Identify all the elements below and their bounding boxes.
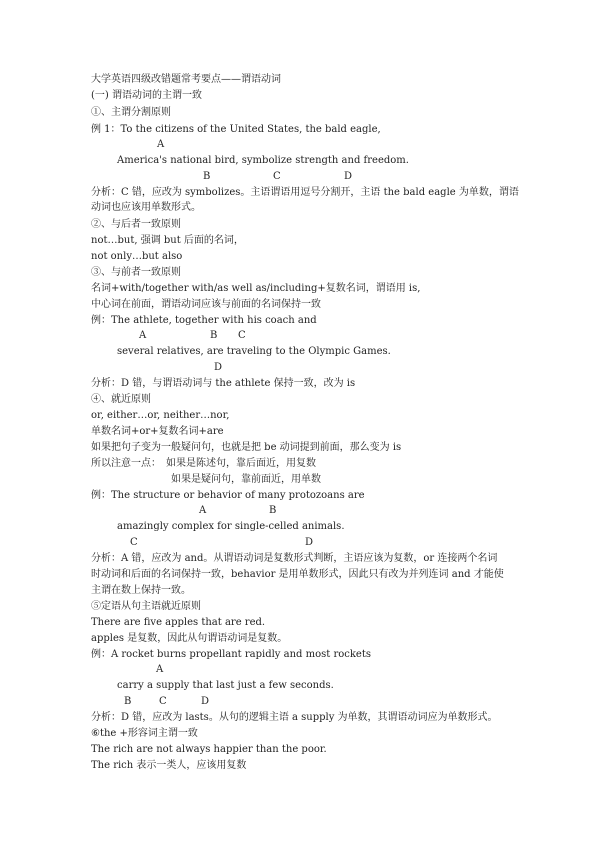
option-marker: C bbox=[238, 330, 246, 341]
body-text: or, either…or, neither…nor, bbox=[91, 410, 230, 421]
example-line: 例：The athlete, together with his coach and bbox=[91, 315, 317, 326]
option-marker: B bbox=[269, 505, 277, 516]
analysis-text: 分析：C 错，应改为 symbolizes。主语谓语用逗号分割开，主语 the bald eagle 为单数，谓语 bbox=[91, 187, 519, 198]
option-marker: D bbox=[201, 696, 210, 707]
rule-heading: ②、与后者一致原则 bbox=[91, 219, 181, 230]
body-text: 如果是疑问句，靠前面近，用单数 bbox=[171, 474, 321, 485]
rule-heading: ③、与前者一致原则 bbox=[91, 267, 181, 278]
option-marker: D bbox=[305, 537, 314, 548]
option-marker: B bbox=[124, 696, 132, 707]
body-text: There are five apples that are red. bbox=[91, 617, 266, 628]
body-text: 名词+with/together with/as well as/including+复数名词，谓语用 is, bbox=[91, 283, 421, 294]
analysis-text: 时动词和后面的名词保持一致，behavior 是用单数形式，因此只有改为并列连词 and 才能使 bbox=[91, 569, 504, 580]
rule-heading: ④、就近原则 bbox=[91, 394, 151, 405]
option-marker: C bbox=[130, 537, 138, 548]
rule-heading: ⑥the +形容词主谓一致 bbox=[91, 728, 198, 739]
option-marker: C bbox=[273, 171, 281, 182]
section-heading: (一) 谓语动词的主谓一致 bbox=[91, 90, 202, 101]
analysis-text: 分析：D 错，应改为 lasts。从句的逻辑主语 a supply 为单数，其谓语动词应为单数形式。 bbox=[91, 712, 498, 723]
option-marker: A bbox=[157, 139, 165, 150]
option-marker: A bbox=[139, 330, 147, 341]
analysis-text: 动词也应该用单数形式。 bbox=[91, 202, 201, 213]
analysis-text: 主谓在数上保持一致。 bbox=[91, 585, 191, 596]
body-text: not…but, 强调 but 后面的名词， bbox=[91, 235, 244, 246]
example-line: 例：A rocket burns propellant rapidly and most rockets bbox=[91, 649, 371, 660]
option-marker: D bbox=[214, 362, 223, 373]
body-text: The rich are not always happier than the poor. bbox=[91, 744, 327, 755]
body-text: 如果把句子变为一般疑问句，也就是把 be 动词提到前面，那么变为 is bbox=[91, 442, 402, 453]
body-text: The rich 表示一类人，应该用复数 bbox=[91, 760, 247, 771]
option-marker: B bbox=[203, 171, 211, 182]
option-marker: C bbox=[159, 696, 167, 707]
analysis-text: 分析：D 错，与谓语动词与 the athlete 保持一致，改为 is bbox=[91, 378, 356, 389]
rule-heading: ⑤定语从句主语就近原则 bbox=[91, 601, 201, 612]
option-marker: D bbox=[344, 171, 353, 182]
option-marker: B bbox=[210, 330, 218, 341]
rule-heading: ①、主谓分割原则 bbox=[91, 107, 171, 118]
example-line: carry a supply that last just a few seconds. bbox=[117, 680, 334, 691]
body-text: 所以注意一点： 如果是陈述句，靠后面近，用复数 bbox=[91, 458, 316, 469]
example-line: amazingly complex for single-celled animals. bbox=[117, 521, 345, 532]
example-line: America's national bird, symbolize strength and freedom. bbox=[117, 155, 409, 166]
option-marker: A bbox=[199, 505, 207, 516]
body-text: apples 是复数，因此从句谓语动词是复数。 bbox=[91, 633, 288, 644]
body-text: not only…but also bbox=[91, 251, 183, 262]
example-line: 例：The structure or behavior of many protozoans are bbox=[91, 490, 365, 501]
example-line: 例 1：To the citizens of the United States, the bald eagle, bbox=[91, 124, 381, 135]
body-text: 中心词在前面，谓语动词应该与前面的名词保持一致 bbox=[91, 299, 321, 310]
body-text: 单数名词+or+复数名词+are bbox=[91, 426, 224, 437]
document-title: 大学英语四级改错题常考要点——谓语动词 bbox=[91, 74, 281, 85]
example-line: several relatives, are traveling to the Olympic Games. bbox=[117, 346, 391, 357]
option-marker: A bbox=[156, 664, 164, 675]
analysis-text: 分析：A 错，应改为 and。从谓语动词是复数形式判断，主语应该为复数，or 连接两个名词 bbox=[91, 553, 498, 564]
